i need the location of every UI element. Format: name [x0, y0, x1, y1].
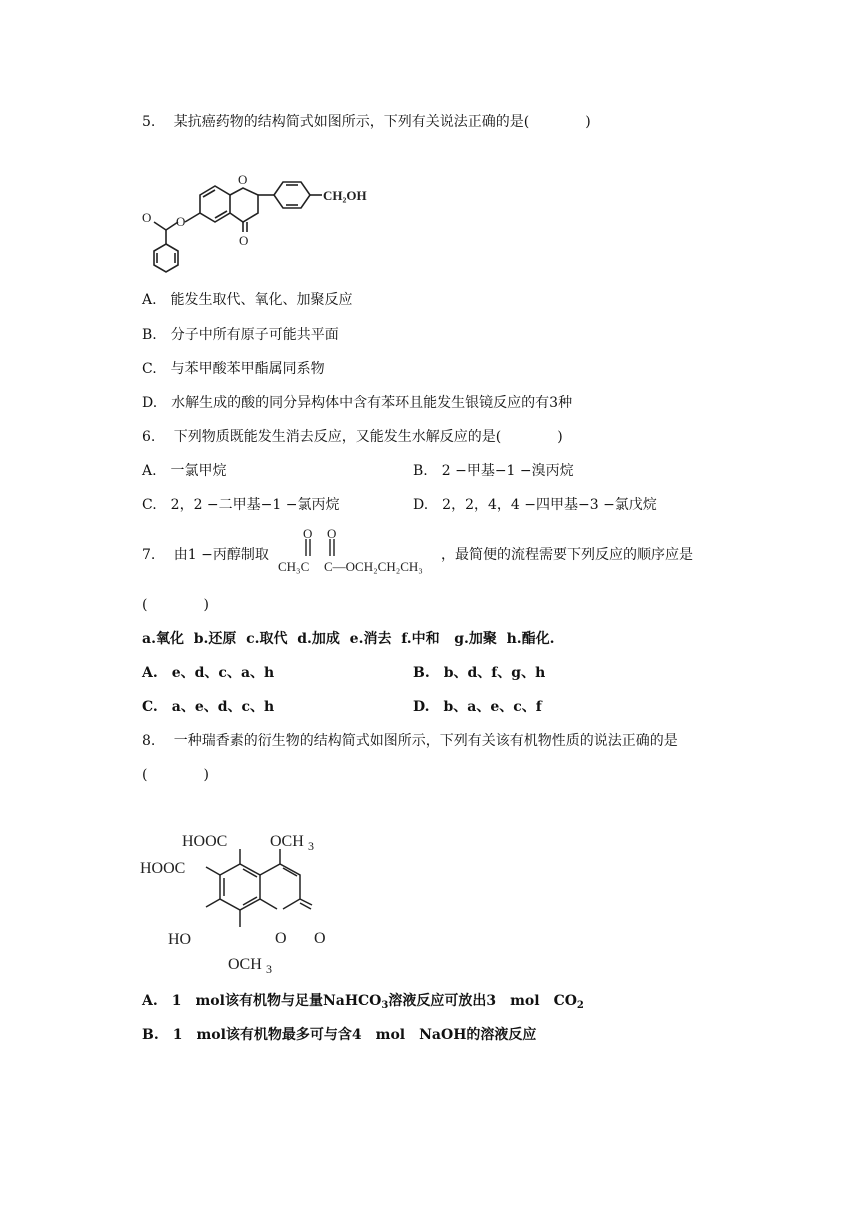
q7-stem-before: 7. 由1 −丙醇制取 — [142, 547, 269, 563]
q5-structure-image — [140, 170, 390, 278]
svg-text:OCH: OCH — [228, 956, 262, 973]
svg-text:O: O — [327, 528, 337, 541]
q6-stem: 6. 下列物质既能发生消去反应，又能发生水解反应的是( ) — [142, 429, 563, 445]
q6-option-d: D. 2，2，4，4 −四甲基−3 −氯戊烷 — [413, 497, 657, 513]
svg-text:O: O — [142, 210, 152, 225]
q5-option-b: B. 分子中所有原子可能共平面 — [142, 327, 339, 343]
q7-formula — [276, 528, 446, 574]
svg-text:CH₃C: CH₃C — [278, 559, 310, 574]
q7-option-a: A. e、d、c、a、h — [142, 665, 275, 681]
svg-text:O: O — [303, 528, 313, 541]
q5-option-a: A. 能发生取代、氧化、加聚反应 — [142, 292, 353, 308]
svg-text:O: O — [239, 233, 249, 248]
svg-text:OCH: OCH — [270, 833, 304, 850]
q8-option-a: A. 1 mol该有机物与足量NaHCO$_3$溶液反应可放出3 mol $CO_2$ — [142, 993, 584, 1011]
q7-answer-paren: ( ) — [142, 597, 209, 613]
q7-option-c: C. a、e、d、c、h — [142, 699, 275, 715]
q5-stem: 5. 某抗癌药物的结构简式如图所示，下列有关说法正确的是( ) — [142, 114, 591, 130]
svg-text:C—OCH₂CH₂CH₃: C—OCH₂CH₂CH₃ — [324, 559, 423, 574]
svg-text:HOOC: HOOC — [140, 860, 186, 877]
svg-text:HO: HO — [168, 931, 192, 948]
svg-text:CH₂OH: CH₂OH — [323, 188, 367, 203]
q8-stem: 8. 一种瑞香素的衍生物的结构简式如图所示，下列有关该有机物性质的说法正确的是 — [142, 733, 678, 749]
svg-text:O: O — [275, 930, 287, 947]
q8-structure-image — [140, 825, 340, 975]
q5-option-c: C. 与苯甲酸苯甲酯属同系物 — [142, 361, 325, 377]
svg-text:HOOC: HOOC — [182, 833, 228, 850]
q5-option-d: D. 水解生成的酸的同分异构体中含有苯环且能发生银镜反应的有3种 — [142, 395, 573, 411]
q7-stem-after: ，最简便的流程需要下列反应的顺序应是 — [441, 547, 693, 563]
q8-answer-paren: ( ) — [142, 767, 209, 783]
svg-text:O: O — [238, 172, 248, 187]
q6-option-c: C. 2，2 −二甲基−1 −氯丙烷 — [142, 497, 340, 513]
svg-text:O: O — [314, 930, 326, 947]
q8-option-b: B. 1 mol该有机物最多可与含4 mol NaOH的溶液反应 — [142, 1027, 537, 1043]
svg-text:3: 3 — [266, 962, 272, 975]
q7-option-d: D. b、a、e、c、f — [413, 699, 542, 715]
q7-reaction-list: a.氧化 b.还原 c.取代 d.加成 e.消去 f.中和 g.加聚 h.酯化. — [142, 631, 555, 647]
svg-text:O: O — [176, 214, 186, 229]
svg-text:3: 3 — [308, 839, 314, 853]
q7-option-b: B. b、d、f、g、h — [413, 665, 546, 681]
q6-option-a: A. 一氯甲烷 — [142, 463, 227, 479]
q6-option-b: B. 2 −甲基−1 −溴丙烷 — [413, 463, 574, 479]
